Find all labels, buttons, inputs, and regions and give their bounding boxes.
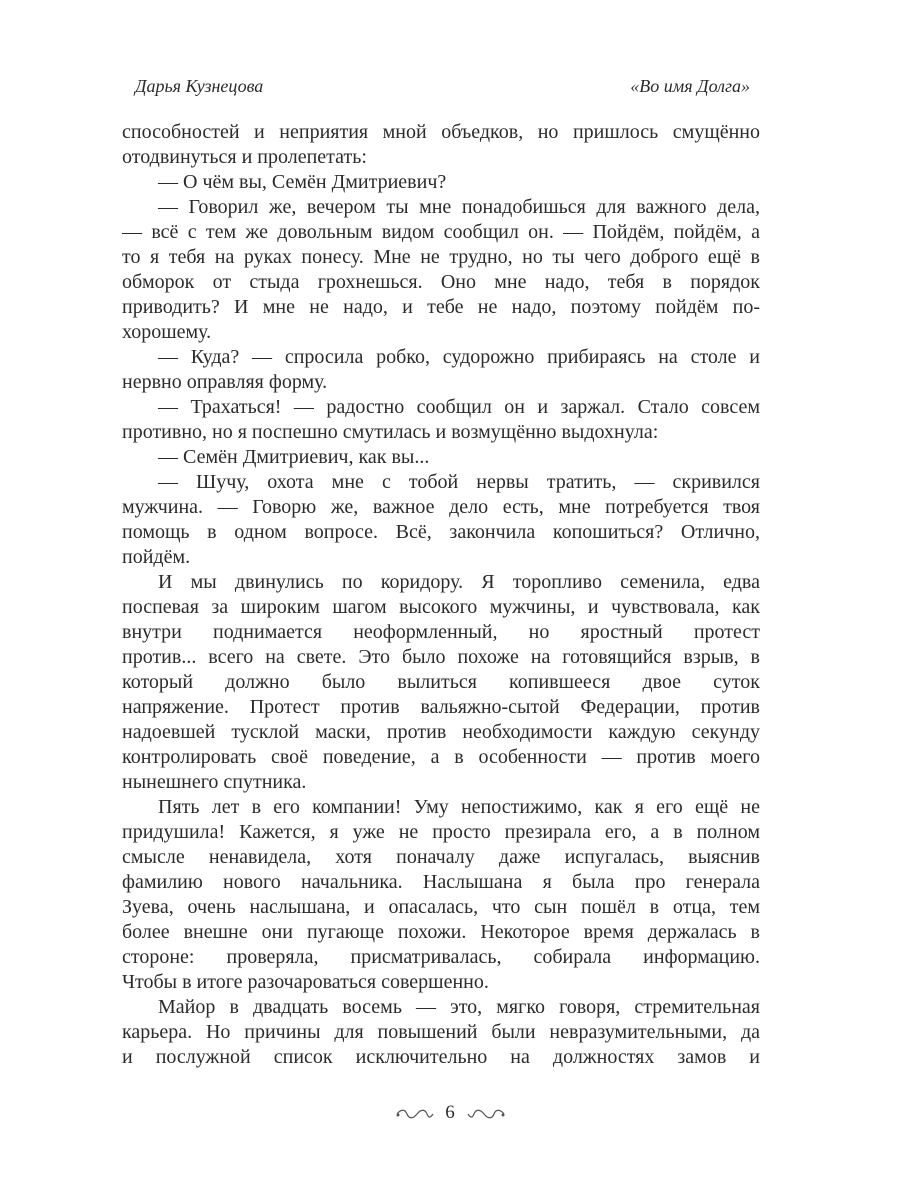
text-line: противно, но я поспешно смутилась и возмущённо выдохнула:: [122, 421, 659, 443]
paragraph: [122, 995, 760, 1070]
text-line: мужчина. — Говорю же, важное дело есть, мне потребуется твоя: [122, 496, 760, 518]
text-line: против... всего на свете. Это было похоже на готовящийся взрыв, в: [122, 646, 760, 668]
text-line: Зуева, очень наслышана, и опасалась, что сын пошёл в отца, тем: [122, 896, 760, 918]
text-line: хорошему.: [122, 321, 212, 343]
text-line: придушила! Кажется, я уже не просто презирала его, а в полном: [122, 821, 760, 843]
text-line: и послужной список исключительно на должностях замов и: [122, 1046, 760, 1068]
text-line: нервно оправляя форму.: [122, 371, 328, 393]
text-line: И мы двинулись по коридору. Я торопливо семенила, едва: [158, 571, 760, 593]
paragraph: [122, 195, 760, 345]
paragraph: [122, 570, 760, 795]
paragraph: [122, 470, 760, 570]
paragraph: [122, 345, 760, 395]
ornament-left-icon: [395, 1108, 435, 1120]
text-line: — всё с тем же довольным видом сообщил он. — Пойдём, пойдём, а: [122, 221, 760, 243]
running-header-title: «Во имя Долга»: [630, 76, 750, 96]
paragraph: [122, 795, 760, 995]
text-line: напряжение. Протест против вальяжно-сытой Федерации, против: [122, 696, 760, 718]
text-line: — Говорил же, вечером ты мне понадобишься для важного дела,: [158, 196, 760, 218]
text-line: Чтобы в итоге разочароваться совершенно.: [122, 971, 489, 993]
ornament-right-icon: [466, 1108, 506, 1120]
page-body-text: [122, 120, 760, 1070]
text-line: смысле ненавидела, хотя поначалу даже испугалась, выяснив: [122, 846, 760, 868]
text-line: внутри поднимается неоформленный, но яростный протест: [122, 621, 760, 643]
text-line: более внешне они пугающе похожи. Некоторое время держалась в: [122, 921, 760, 943]
page-footer: [0, 1102, 900, 1124]
paragraph: [122, 445, 760, 470]
text-line: — О чём вы, Семён Дмитриевич?: [158, 171, 447, 193]
text-line: фамилию нового начальника. Наслышана я была про генерала: [122, 871, 760, 893]
text-line: стороне: проверяла, присматривалась, собирала информацию.: [122, 946, 760, 968]
text-line: приводить? И мне не надо, и тебе не надо, поэтому пойдём по-: [122, 296, 760, 318]
text-line: пойдём.: [122, 546, 191, 568]
text-line: надоевшей тусклой маски, против необходимости каждую секунду: [122, 721, 760, 743]
running-header-author: Дарья Кузнецова: [135, 76, 264, 96]
text-line: который должно было вылиться копившееся двое суток: [122, 671, 760, 693]
text-line: нынешнего спутника.: [122, 771, 307, 793]
text-line: — Шучу, охота мне с тобой нервы тратить, — скривился: [158, 471, 760, 493]
text-line: помощь в одном вопросе. Всё, закончила копошиться? Отлично,: [122, 521, 760, 543]
text-line: то я тебя на руках понесу. Мне не трудно, но ты чего доброго ещё в: [122, 246, 760, 268]
text-line: — Трахаться! — радостно сообщил он и заржал. Стало совсем: [158, 396, 760, 418]
text-line: контролировать своё поведение, а в особенности — против моего: [122, 746, 760, 768]
paragraph: [122, 120, 760, 170]
paragraph: [122, 170, 760, 195]
paragraph: [122, 395, 760, 445]
text-line: Майор в двадцать восемь — это, мягко говоря, стремительная: [158, 996, 760, 1018]
text-line: обморок от стыда грохнешься. Оно мне надо, тебя в порядок: [122, 271, 760, 293]
text-line: Пять лет в его компании! Уму непостижимо, как я его ещё не: [158, 796, 760, 818]
text-line: — Куда? — спросила робко, судорожно прибираясь на столе и: [158, 346, 760, 368]
text-line: способностей и неприятия мной объедков, но пришлось смущённо: [122, 121, 760, 143]
text-line: — Семён Дмитриевич, как вы...: [158, 446, 430, 468]
text-line: отодвинуться и пролепетать:: [122, 146, 367, 168]
page-number: 6: [445, 1102, 455, 1123]
text-line: поспевая за широким шагом высокого мужчины, и чувствовала, как: [122, 596, 760, 618]
text-line: карьера. Но причины для повышений были невразумительными, да: [122, 1021, 760, 1043]
